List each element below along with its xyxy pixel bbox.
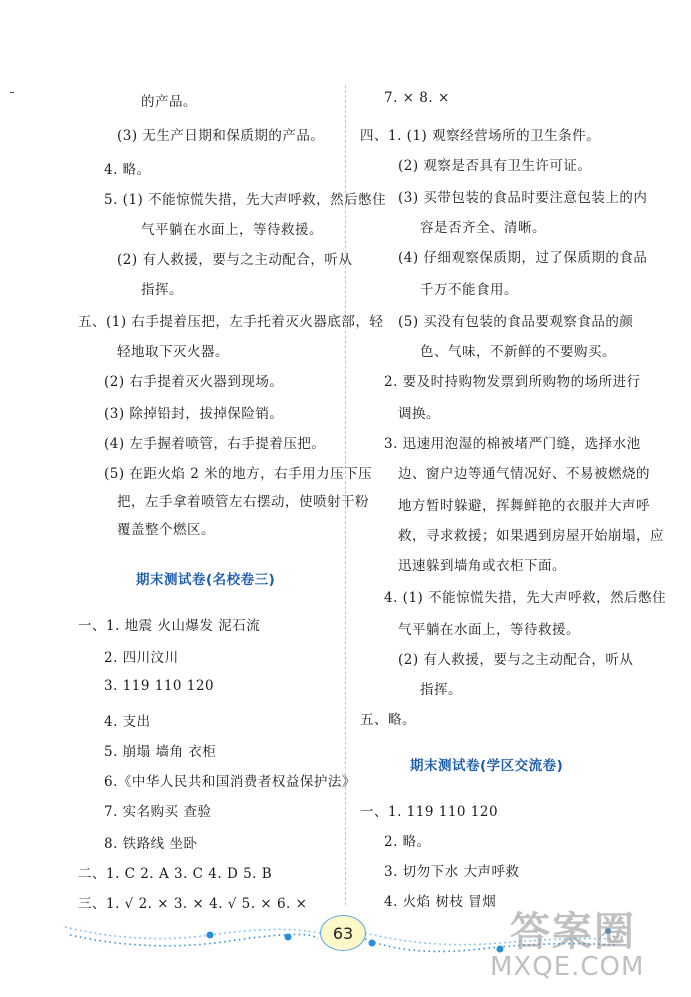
answer-line: 五、略。 [360, 712, 416, 728]
answer-line: 3. 切勿下水 大声呼救 [384, 864, 520, 880]
answer-line: 色、气味，不新鲜的不要购买。 [420, 344, 616, 360]
answer-line: 一、1. 119 110 120 [360, 804, 499, 820]
answer-line: 的产品。 [141, 94, 197, 110]
answer-line: 4. 略。 [104, 162, 151, 178]
answer-line: 边、窗户边等通气情况好、不易被燃烧的 [398, 466, 650, 482]
answer-line: 四、1. (1) 观察经营场所的卫生条件。 [360, 128, 601, 144]
answer-line: 7. 实名购买 查验 [104, 804, 212, 820]
watermark-logo [470, 900, 680, 995]
answer-line: (5) 在距火焰 2 米的地方，右手用力压下压 [104, 466, 373, 482]
answer-line: (4) 左手握着喷管，右手提着压把。 [104, 436, 326, 452]
answer-line: 3. 119 110 120 [104, 678, 215, 694]
answer-line: 5. 崩塌 墙角 衣柜 [104, 744, 217, 760]
answer-line: 覆盖整个燃区。 [117, 522, 215, 538]
answer-line: 把，左手拿着喷管左右摆动，使喷射干粉 [117, 494, 369, 510]
answer-line: 3. 迅速用泡湿的棉被堵严门缝，选择水池 [384, 436, 641, 452]
answer-line: 4. 火焰 树枝 冒烟 [384, 894, 497, 910]
answer-line: 4. 支出 [104, 714, 151, 730]
answer-line: 救，寻求救援；如果遇到房屋开始崩塌，应 [398, 528, 664, 544]
page-number: 63 [320, 915, 366, 951]
section-heading: 期末测试卷(学区交流卷) [410, 758, 564, 774]
answer-line: (2) 有人救援，要与之主动配合，听从 [117, 252, 353, 268]
answer-line: 指挥。 [420, 682, 462, 698]
answer-line: (4) 仔细观察保质期，过了保质期的食品 [398, 250, 648, 266]
answer-line: (2) 观察是否具有卫生许可证。 [398, 158, 592, 174]
answer-line: 调换。 [398, 406, 440, 422]
answer-line: 容是否齐全、清晰。 [420, 220, 546, 236]
answer-line: 气平躺在水面上，等待救援。 [398, 622, 580, 638]
watermark-text: 答案圈 [510, 909, 636, 955]
answer-line: 气平躺在水面上，等待救援。 [141, 222, 323, 238]
answer-line: (5) 买没有包装的食品要观察食品的颜 [398, 314, 634, 330]
answer-line: 6.《中华人民共和国消费者权益保护法》 [104, 774, 356, 790]
answer-line: 一、1. 地震 火山爆发 泥石流 [78, 618, 261, 634]
answer-line: 三、1. √ 2. × 3. × 4. √ 5. × 6. × [78, 896, 308, 912]
answer-line: 千万不能食用。 [420, 282, 518, 298]
answer-line: 二、1. C 2. A 3. C 4. D 5. B [78, 866, 273, 882]
answer-line: (3) 除掉铅封，拔掉保险销。 [104, 406, 284, 422]
answer-line: 4. (1) 不能惊慌失措，先大声呼救，然后憋住 [384, 590, 667, 606]
answer-line: 5. (1) 不能惊慌失措，先大声呼救，然后憋住 [104, 192, 387, 208]
scan-mark [10, 92, 14, 93]
answer-line: (2) 右手提着灭火器到现场。 [104, 374, 284, 390]
answer-line: 7. × 8. × [384, 90, 450, 106]
answer-line: (2) 有人救援，要与之主动配合，听从 [398, 652, 634, 668]
section-heading: 期末测试卷(名校卷三) [136, 572, 276, 588]
answer-line: 地方暂时躲避，挥舞鲜艳的衣服并大声呼 [398, 498, 650, 514]
answer-line: 8. 铁路线 坐卧 [104, 836, 198, 852]
answer-line: (3) 无生产日期和保质期的产品。 [117, 128, 325, 144]
answer-line: 轻地取下灭火器。 [117, 344, 229, 360]
answer-line: 2. 略。 [384, 834, 431, 850]
answer-line: 迅速躲到墙角或衣柜下面。 [398, 558, 566, 574]
answer-line: (3) 买带包装的食品时要注意包装上的内 [398, 190, 648, 206]
answer-line: 五、(1) 右手提着压把，左手托着灭火器底部，轻 [78, 314, 384, 330]
watermark-url: MXQE.COM [490, 952, 645, 982]
answer-line: 指挥。 [141, 282, 183, 298]
answer-line: 2. 要及时持购物发票到所购物的场所进行 [384, 374, 641, 390]
answer-line: 2. 四川汶川 [104, 650, 179, 666]
